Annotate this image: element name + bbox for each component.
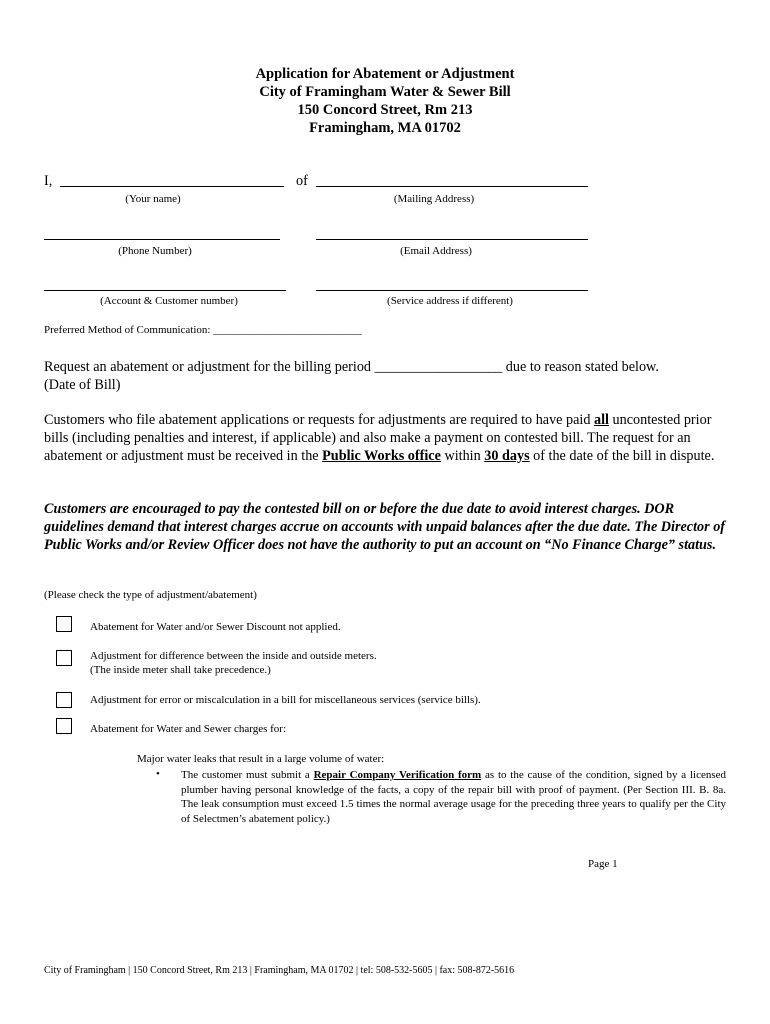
your-name-field[interactable] [60, 186, 284, 187]
payment-requirement-paragraph [44, 411, 726, 465]
interest-warning: Customers are encouraged to pay the contested bill on or before the due date to avoid interest charges. DOR guidelines demand that interest charges accrue on accounts with unpaid balances after the due date. The Director of Public Works and/or Review Officer does not have the authority to put an account on “No Finance Charge” status. [44, 501, 726, 553]
preferred-communication-field[interactable]: Preferred Method of Communication: ___________________________ [44, 324, 362, 336]
public-works-office: Public Works office [322, 448, 441, 464]
phone-number-caption: (Phone Number) [118, 245, 192, 257]
request-text-before: Request an abatement or adjustment for the billing period [44, 359, 372, 375]
title-line-3: 150 Concord Street, Rm 213 [297, 102, 473, 118]
footer-contact: City of Framingham | 150 Concord Street, Rm 213 | Framingham, MA 01702 | tel: 508-532-5605 | fax: 508-872-5616 [44, 965, 515, 976]
repair-verification-form-link[interactable]: Repair Company Verification form [313, 769, 482, 781]
check-instruction: (Please check the type of adjustment/abatement) [44, 589, 257, 601]
option-checkbox-discount[interactable] [56, 616, 72, 632]
title-line-2: City of Framingham Water & Sewer Bill [259, 84, 511, 100]
request-line [44, 358, 734, 376]
title-line-1: Application for Abatement or Adjustment [255, 66, 515, 82]
option-checkbox-billing-error[interactable] [56, 692, 72, 708]
of-label: of [296, 173, 308, 189]
account-number-field[interactable] [44, 290, 286, 291]
notice-text-4: of the date of the bill in dispute. [533, 448, 715, 464]
notice-text-3: within [444, 448, 481, 464]
notice-text-1: Customers who file abatement applications or requests for adjustments are required to have paid [44, 412, 591, 428]
your-name-caption: (Your name) [125, 193, 181, 205]
leak-requirement-text: The customer must submit a Repair Company Verification form as to the cause of the condition, signed by a licensed plumber having personal knowledge of the facts, a copy of the repair bill with proof of payment. (Per Section III. B. 8a. The leak consumption must exceed 1.5 times the normal average usage for the preceding three years to qualify per the City of Selectmen’s abatement policy.) [181, 769, 727, 825]
title-line-4: Framingham, MA 01702 [309, 120, 461, 136]
mailing-address-caption: (Mailing Address) [393, 193, 475, 205]
bullet-icon: • [156, 768, 160, 780]
i-label: I, [44, 173, 53, 189]
account-number-caption: (Account & Customer number) [100, 295, 238, 307]
major-leaks-heading: Major water leaks that result in a large volume of water: [137, 753, 385, 765]
date-of-bill-label: (Date of Bill) [44, 377, 121, 393]
option-label-water-sewer-charges: Abatement for Water and Sewer charges for: [90, 723, 287, 735]
billing-period-field[interactable]: __________________ [374, 359, 503, 375]
page-number: Page 1 [588, 858, 618, 870]
request-text-after: due to reason stated below. [505, 359, 659, 375]
notice-text-2: uncontested prior bills (including penalties and interest, if applicable) and also make a payment on contested bill. The request for an abatement or adjustment must be received in the [44, 412, 712, 464]
option-checkbox-water-sewer-charges[interactable] [56, 718, 72, 734]
phone-number-field[interactable] [44, 239, 280, 240]
option-label-meter-difference: Adjustment for difference between the inside and outside meters. (The inside meter shall take precedence.) [90, 650, 377, 676]
service-address-field[interactable] [316, 290, 588, 291]
mailing-address-field[interactable] [316, 186, 588, 187]
thirty-days: 30 days [484, 448, 530, 464]
option-checkbox-meter-difference[interactable] [56, 650, 72, 666]
email-address-field[interactable] [316, 239, 588, 240]
notice-all: all [594, 412, 609, 428]
service-address-caption: (Service address if different) [387, 295, 513, 307]
option-label-billing-error: Adjustment for error or miscalculation in a bill for miscellaneous services (service bills). [90, 694, 481, 706]
email-address-caption: (Email Address) [400, 245, 472, 257]
option-label-discount: Abatement for Water and/or Sewer Discount not applied. [90, 621, 341, 633]
